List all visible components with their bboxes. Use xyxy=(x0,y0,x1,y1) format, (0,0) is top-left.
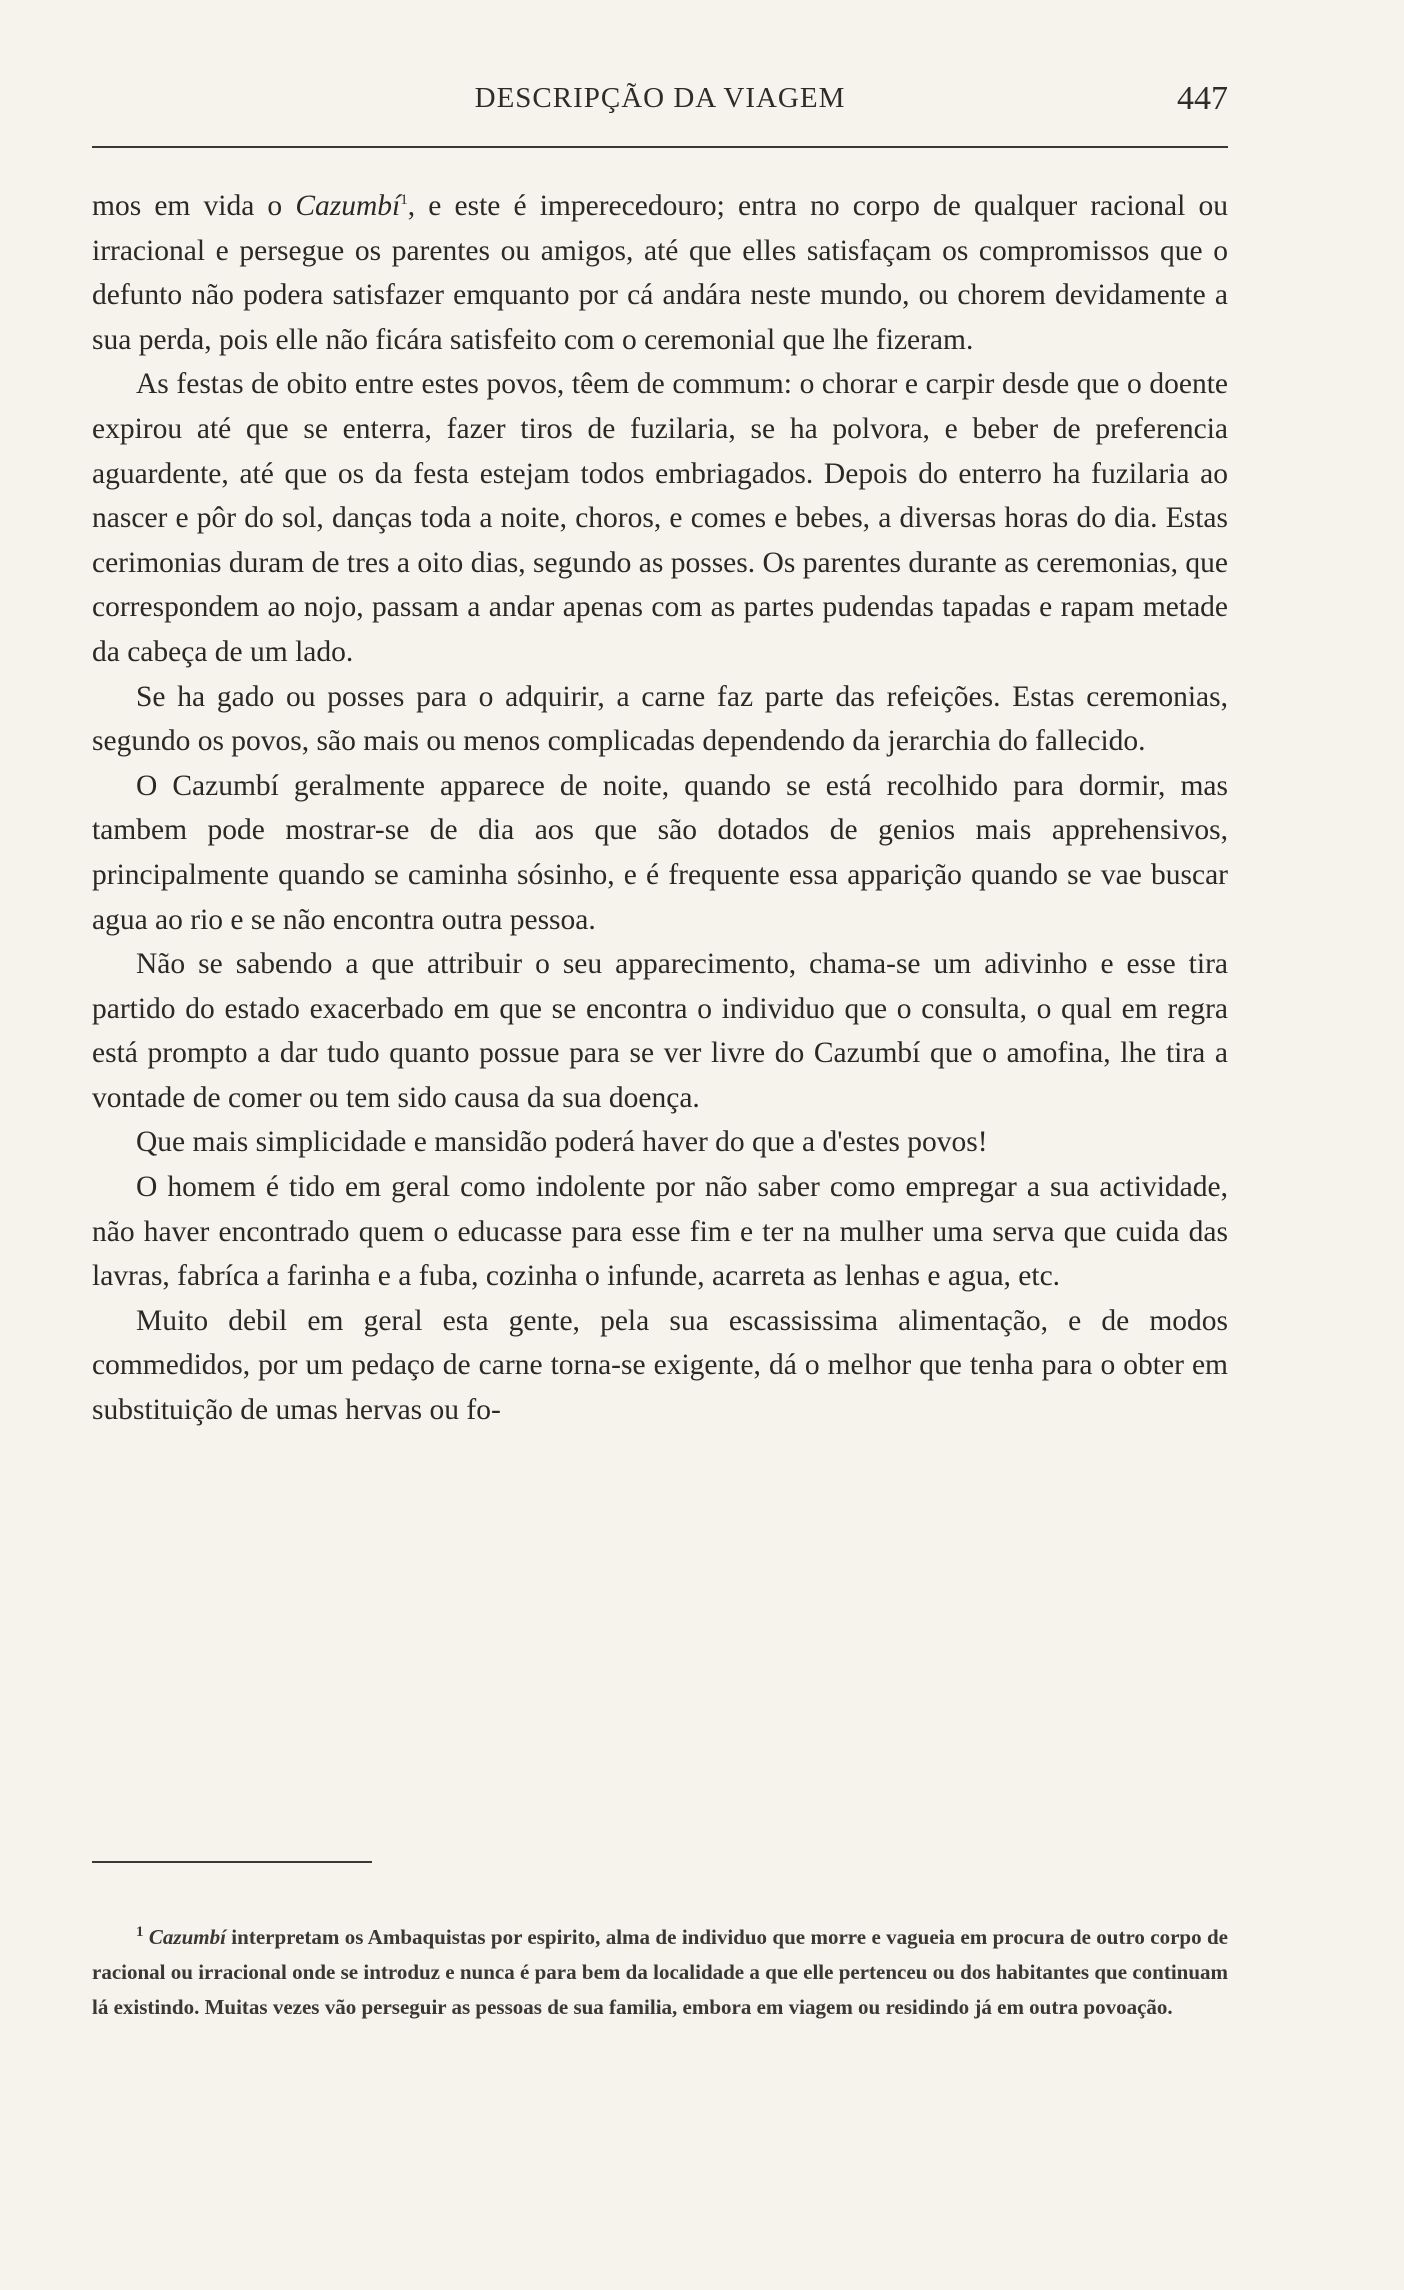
footnote-mark: 1 xyxy=(136,1924,144,1940)
footnote-text xyxy=(92,1920,1228,2025)
cazumbi-term: Cazumbí xyxy=(295,190,401,222)
paragraph-8: Muito debil em geral esta gente, pela sua escassissima alimentação, e de modos commedidos, por um pedaço de carne torna-se exigente, dá o melhor que tenha para o obter em substituição de umas hervas ou fo- xyxy=(92,1304,1228,1427)
running-title: DESCRIPÇÃO DA VIAGEM xyxy=(474,82,846,114)
footnote-ref[interactable]: 1 xyxy=(400,192,408,209)
paragraph-3: Se ha gado ou posses para o adquirir, a carne faz parte das refeições. Estas ceremonias, segundo os povos, são mais ou menos complicadas dependendo da jerarchia do fallecido. xyxy=(92,680,1228,758)
page-header xyxy=(92,82,1228,132)
paragraph-6: Que mais simplicidade e mansidão poderá haver do que a d'estes povos! xyxy=(136,1126,988,1159)
page-number: 447 xyxy=(1177,80,1228,117)
paragraph-2: As festas de obito entre estes povos, têem de commum: o chorar e carpir desde que o doente expirou até que se enterra, fazer tiros de fuzilaria, se ha polvora, e beber de preferencia aguardente, até que os da festa estejam todos embriagados. Depois do enterro ha fuzilaria ao nascer e pôr do sol, danças toda a noite, choros, e comes e bebes, a diversas horas do dia. Estas cerimonias duram de tres a oito dias, segundo as posses. Os parentes durante as ceremonias, que correspondem ao nojo, passam a andar apenas com as partes pudendas tapadas e rapam metade da cabeça de um lado. xyxy=(92,368,1228,668)
paragraph-1-start: mos em vida o xyxy=(92,190,296,222)
paragraph-7: O homem é tido em geral como indolente por não saber como empregar a sua actividade, não haver encontrado quem o educasse para esse fim e ter na mulher uma serva que cuida das lavras, fabríca a farinha e a fuba, cozinha o infunde, acarreta as lenhas e agua, etc. xyxy=(92,1171,1228,1293)
footnote-term: Cazumbí xyxy=(148,1925,226,1949)
header-rule xyxy=(92,146,1228,148)
paragraph-5: Não se sabendo a que attribuir o seu apparecimento, chama-se um adivinho e esse tira partido do estado exacerbado em que se encontra o individuo que o consulta, o qual em regra está prompto a dar tudo quanto possue para se ver livre do Cazumbí que o amofina, lhe tira a vontade de comer ou tem sido causa da sua doença. xyxy=(92,948,1228,1114)
paragraph-1 xyxy=(92,184,1228,362)
body-text xyxy=(92,184,1228,1433)
footnote-body: interpretam os Ambaquistas por espirito, alma de individuo que morre e vagueia em procura de outro corpo de racional ou irracional onde se introduz e nunca é para bem da localidade a que elle pertenceu ou dos habitantes que continuam lá existindo. Muitas vezes vão perseguir as pessoas de sua familia, embora em viagem ou residindo já em outra povoação. xyxy=(92,1925,1228,2019)
paragraph-1-rest: , e este é imperecedouro; entra no corpo de qualquer racional ou irracional e persegue os parentes ou amigos, até que elles satisfaçam os compromissos que o defunto não podera satisfazer emquanto por cá andára neste mundo, ou chorem devidamente a sua perda, pois elle não ficára satisfeito com o ceremonial que lhe fizeram. xyxy=(92,190,1228,356)
paragraph-4: O Cazumbí geralmente apparece de noite, quando se está recolhido para dormir, mas tambem pode mostrar-se de dia aos que são dotados de genios mais apprehensivos, principalmente quando se caminha sósinho, e é frequente essa apparição quando se vae buscar agua ao rio e se não encontra outra pessoa. xyxy=(92,769,1228,936)
footnote-rule xyxy=(92,1861,372,1863)
footnote xyxy=(92,1920,1228,2025)
